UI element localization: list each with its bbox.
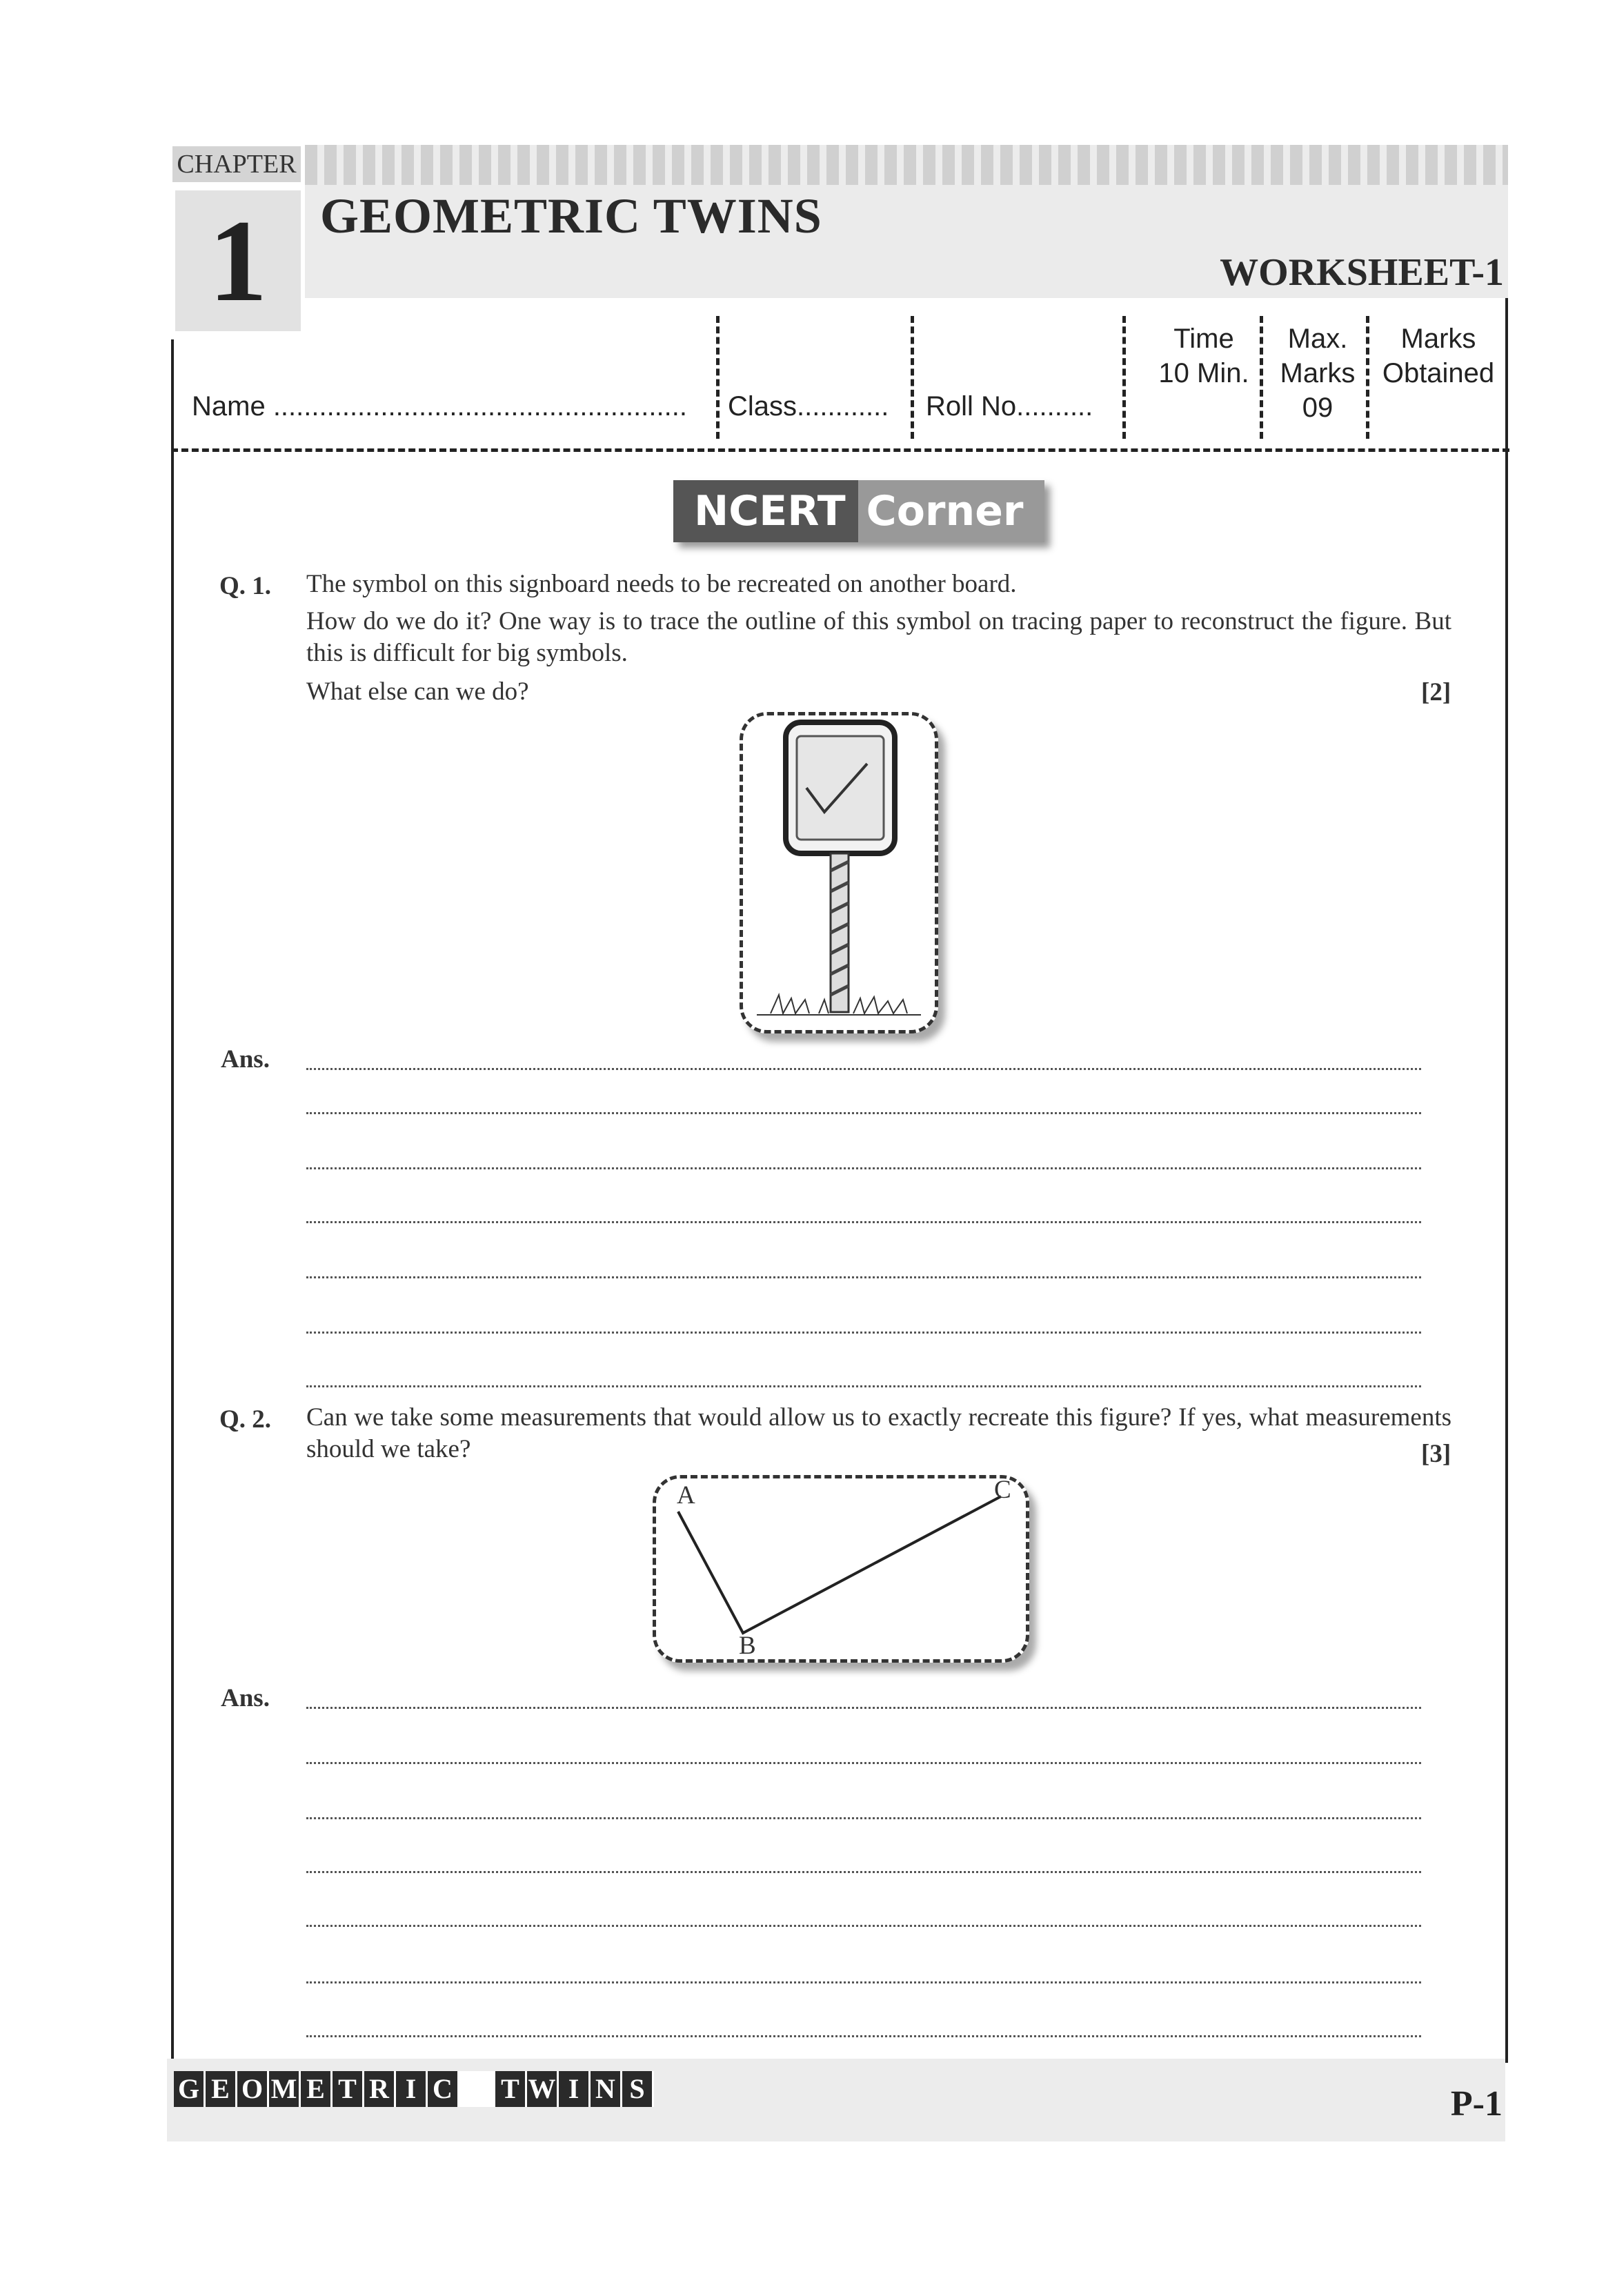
question-marks: [3] [1421, 1440, 1451, 1468]
answer-line[interactable] [306, 1068, 1421, 1070]
question-text: Can we take some measurements that would allow us to exactly recreate this figure? If yes, what measurements should we take? [306, 1403, 1451, 1463]
signboard-icon [743, 715, 935, 1030]
answer-line[interactable] [306, 2035, 1421, 2037]
roll-no-field[interactable]: Roll No.......... [926, 391, 1093, 422]
footer-tile: S [622, 2071, 654, 2107]
badge-corner: Corner [858, 480, 1044, 542]
answer-line[interactable] [306, 1332, 1421, 1334]
ncert-corner-badge [673, 480, 1044, 542]
footer-tile: R [364, 2071, 396, 2107]
angle-figure [653, 1475, 1029, 1663]
marks-obtained-label: Obtained [1382, 358, 1495, 388]
question-number: Q. 2. [219, 1405, 272, 1434]
max-marks-label: Max. [1287, 324, 1348, 354]
footer-tile: T [495, 2071, 527, 2107]
footer-tile: C [428, 2071, 459, 2107]
max-marks-value: 09 [1302, 393, 1334, 423]
footer-tile: G [174, 2071, 206, 2107]
question-text: How do we do it? One way is to trace the outline of this symbol on tracing paper to reconstruct the figure. But this is difficult for big symbols. [306, 607, 1451, 667]
chapter-title: GEOMETRIC TWINS [320, 188, 822, 244]
divider [911, 316, 914, 439]
divider [1366, 316, 1369, 439]
chapter-label: CHAPTER [172, 146, 301, 182]
footer-tile: E [206, 2071, 237, 2107]
badge-ncert: NCERT [673, 480, 858, 542]
page-number: P-1 [1450, 2084, 1503, 2124]
answer-line[interactable] [306, 1276, 1421, 1278]
footer-tile: E [301, 2071, 333, 2107]
time-label: Time [1173, 324, 1234, 354]
decorative-stripe-bar [305, 145, 1508, 185]
vertex-label-a: A [677, 1481, 695, 1510]
worksheet-title: WORKSHEET-1 [1220, 251, 1504, 294]
answer-line[interactable] [306, 1925, 1421, 1927]
footer-title-tiles [174, 2071, 654, 2107]
answer-line[interactable] [306, 1762, 1421, 1764]
footer-tile: O [237, 2071, 269, 2107]
max-marks-label: Marks [1280, 358, 1356, 388]
answer-label: Ans. [221, 1684, 270, 1712]
footer-tile: W [527, 2071, 559, 2107]
time-value: 10 Min. [1158, 358, 1249, 388]
question-text: The symbol on this signboard needs to be recreated on another board. [306, 570, 1017, 598]
chapter-number: 1 [175, 190, 301, 331]
question-number: Q. 1. [219, 572, 272, 600]
divider [1260, 316, 1263, 439]
right-frame-line [1505, 298, 1508, 2063]
footer-tile: T [333, 2071, 364, 2107]
footer-tile: M [269, 2071, 301, 2107]
class-field[interactable]: Class............ [728, 391, 889, 422]
divider [1122, 316, 1126, 439]
angle-diagram [656, 1478, 1026, 1659]
footer-tile: I [559, 2071, 591, 2107]
answer-line[interactable] [306, 1385, 1421, 1387]
answer-line[interactable] [306, 1707, 1421, 1709]
name-field[interactable]: Name ...................................................... [192, 391, 687, 422]
left-frame-line [171, 339, 174, 2063]
answer-line[interactable] [306, 1112, 1421, 1114]
answer-label: Ans. [221, 1045, 270, 1073]
vertex-label-b: B [739, 1632, 756, 1660]
answer-line[interactable] [306, 1167, 1421, 1169]
answer-line[interactable] [306, 1817, 1421, 1819]
marks-obtained-label: Marks [1400, 324, 1476, 354]
answer-line[interactable] [306, 1871, 1421, 1873]
signboard-figure [740, 712, 938, 1033]
footer-tile: I [396, 2071, 428, 2107]
footer-tile: N [591, 2071, 622, 2107]
vertex-label-c: C [994, 1476, 1011, 1504]
header-divider [171, 448, 1509, 452]
answer-line[interactable] [306, 1221, 1421, 1223]
answer-line[interactable] [306, 1981, 1421, 1983]
question-text: What else can we do? [306, 677, 529, 706]
footer-tile-gap [459, 2071, 495, 2107]
divider [716, 316, 720, 439]
question-marks: [2] [1421, 678, 1451, 706]
